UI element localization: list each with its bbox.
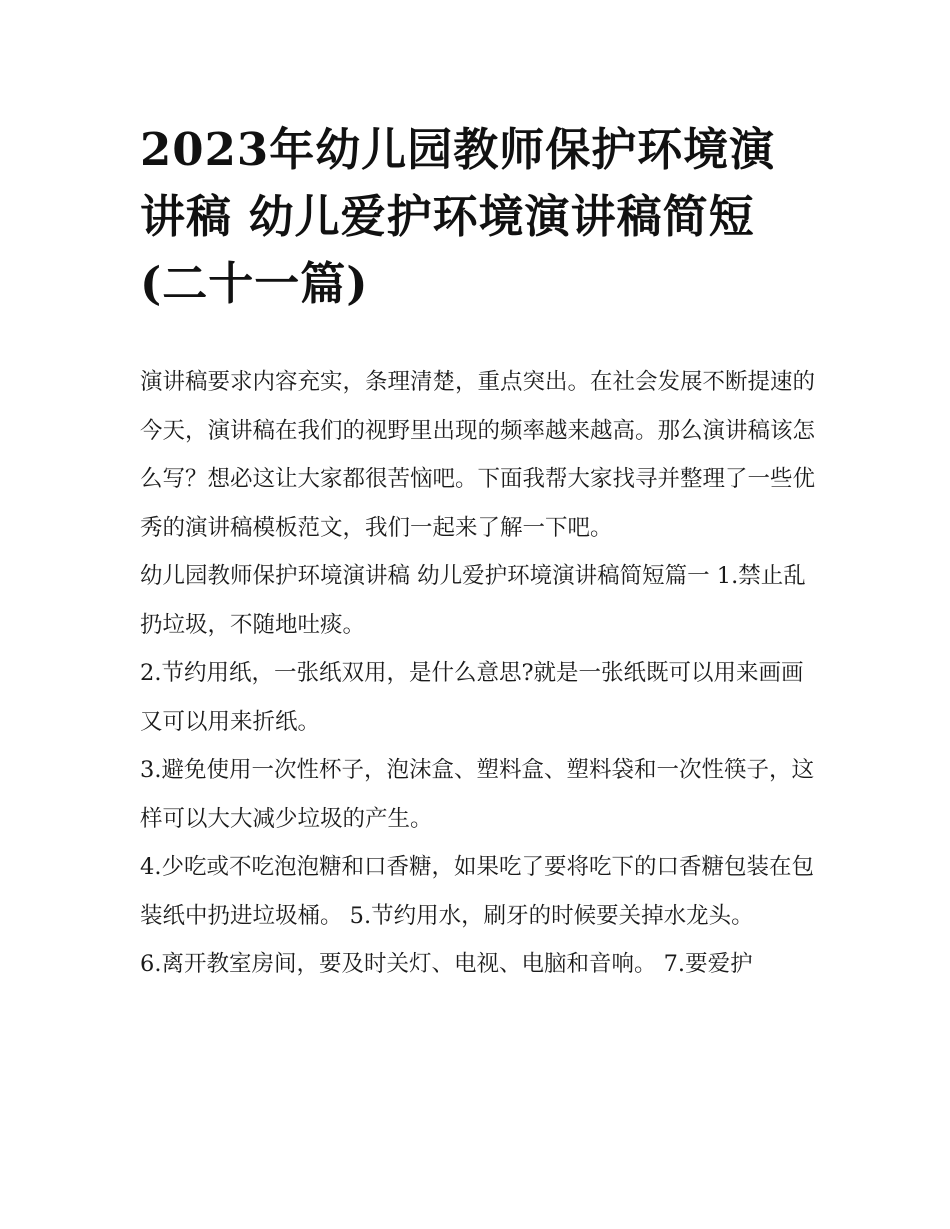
document-title: 2023年幼儿园教师保护环境演讲稿 幼儿爱护环境演讲稿简短(二十一篇): [140, 123, 776, 310]
list-item-paragraph: 4.少吃或不吃泡泡糖和口香糖，如果吃了要将吃下的口香糖包装在包装纸中扔进垃圾桶。 5.节约用水，刷牙的时候要关掉水龙头。: [140, 854, 814, 929]
list-item-paragraph: 3.避免使用一次性杯子，泡沫盒、塑料盒、塑料袋和一次性筷子，这样可以大大减少垃圾的产生。: [140, 757, 814, 832]
list-item-paragraph: 6.离开教室房间，要及时关灯、电视、电脑和音响。 7.要爱护: [140, 951, 753, 977]
intro-paragraph: 演讲稿要求内容充实，条理清楚，重点突出。在社会发展不断提速的今天，演讲稿在我们的视野里出现的频率越来越高。那么演讲稿该怎么写？想必这让大家都很苦恼吧。下面我帮大家找寻并整理了一些优秀的演讲稿模板范文，我们一起来了解一下吧。: [140, 369, 816, 541]
section-heading-paragraph: 幼儿园教师保护环境演讲稿 幼儿爱护环境演讲稿简短篇一 1.禁止乱扔垃圾，不随地吐痰。: [140, 563, 806, 638]
document-body: [140, 358, 820, 989]
list-item-paragraph: 2.节约用纸，一张纸双用，是什么意思?就是一张纸既可以用来画画又可以用来折纸。: [140, 660, 804, 735]
